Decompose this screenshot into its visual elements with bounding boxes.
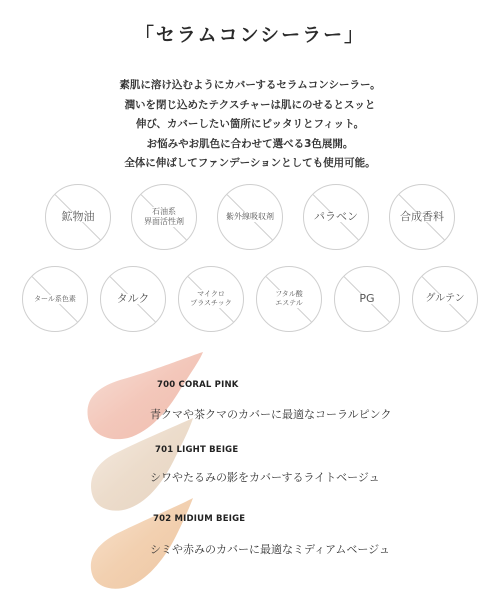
free-of-label: マイクロ プラスチック bbox=[190, 290, 232, 307]
description-line: 潤いを閉じ込めたテクスチャーは肌にのせるとスッと bbox=[124, 98, 376, 111]
description-line: 素肌に溶け込むようにカバーするセラムコンシーラー。 bbox=[119, 79, 381, 91]
free-of-label: 鉱物油 bbox=[61, 210, 95, 223]
free-of-label: タール系色素 bbox=[34, 294, 76, 303]
free-of-label: パラベン bbox=[314, 210, 358, 223]
description-line: 伸び、カバーしたい箇所にピッタリとフィット。 bbox=[135, 118, 365, 130]
free-of-label: PG bbox=[359, 292, 375, 305]
shade-name-coral-pink: 700 CORAL PINK bbox=[157, 380, 239, 390]
shade-desc-light-beige: シワやたるみの影をカバーするライトベージュ bbox=[150, 471, 380, 484]
free-of-label: フタル酸 エステル bbox=[275, 290, 303, 307]
page-title: 「セラムコンシーラー」 bbox=[134, 24, 366, 46]
free-of-label: 合成香料 bbox=[400, 210, 444, 223]
free-of-label: タルク bbox=[116, 292, 150, 305]
shade-name-medium-beige: 702 MIDIUM BEIGE bbox=[153, 514, 246, 524]
free-of-label: 石油系 界面活性剤 bbox=[144, 207, 184, 226]
free-of-label: グルテン bbox=[425, 293, 465, 304]
description-line: 全体に伸ばしてファンデーションとしても使用可能。 bbox=[124, 157, 376, 169]
shade-desc-coral-pink: 青クマや茶クマのカバーに最適なコーラルピンク bbox=[150, 408, 392, 421]
shade-desc-medium-beige: シミや赤みのカバーに最適なミディアムベージュ bbox=[150, 543, 390, 556]
free-of-label: 紫外線吸収剤 bbox=[226, 212, 274, 221]
shade-name-light-beige: 701 LIGHT BEIGE bbox=[155, 445, 239, 455]
description-line: お悩みやお肌色に合わせて選べる3色展開。 bbox=[146, 137, 354, 150]
